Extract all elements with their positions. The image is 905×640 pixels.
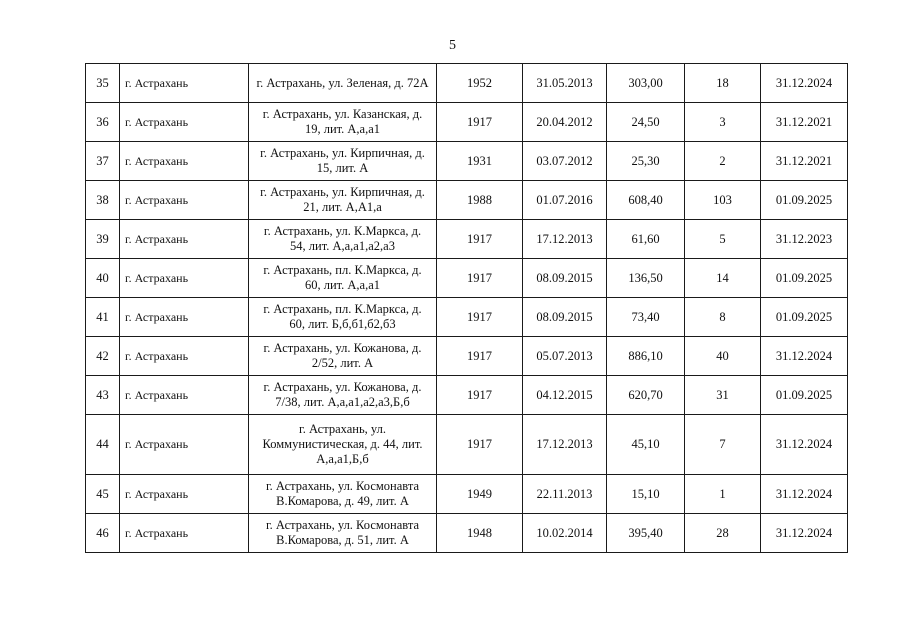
construction-year-cell: 1917 <box>437 259 523 298</box>
city-cell: г. Астрахань <box>120 298 249 337</box>
recognition-date-cell: 17.12.2013 <box>523 220 607 259</box>
city-cell: г. Астрахань <box>120 514 249 553</box>
recognition-date-cell: 17.12.2013 <box>523 415 607 475</box>
residents-count-cell: 28 <box>685 514 761 553</box>
residents-count-cell: 5 <box>685 220 761 259</box>
deadline-date-cell: 31.12.2021 <box>761 103 848 142</box>
city-cell: г. Астрахань <box>120 259 249 298</box>
row-number-cell: 44 <box>86 415 120 475</box>
table-body <box>86 64 848 553</box>
recognition-date-cell: 20.04.2012 <box>523 103 607 142</box>
area-cell: 620,70 <box>607 376 685 415</box>
table-row <box>86 337 848 376</box>
row-number-cell: 36 <box>86 103 120 142</box>
construction-year-cell: 1931 <box>437 142 523 181</box>
table-row <box>86 220 848 259</box>
address-cell: г. Астрахань, ул. Космонавта В.Комарова, д. 49, лит. А <box>249 475 437 514</box>
area-cell: 395,40 <box>607 514 685 553</box>
address-cell: г. Астрахань, пл. К.Маркса, д. 60, лит. А,а,а1 <box>249 259 437 298</box>
table-row <box>86 298 848 337</box>
area-cell: 45,10 <box>607 415 685 475</box>
table-row <box>86 103 848 142</box>
construction-year-cell: 1949 <box>437 475 523 514</box>
residents-count-cell: 14 <box>685 259 761 298</box>
deadline-date-cell: 01.09.2025 <box>761 376 848 415</box>
recognition-date-cell: 10.02.2014 <box>523 514 607 553</box>
area-cell: 886,10 <box>607 337 685 376</box>
residents-count-cell: 31 <box>685 376 761 415</box>
residents-count-cell: 103 <box>685 181 761 220</box>
residents-count-cell: 7 <box>685 415 761 475</box>
construction-year-cell: 1948 <box>437 514 523 553</box>
deadline-date-cell: 31.12.2024 <box>761 475 848 514</box>
recognition-date-cell: 05.07.2013 <box>523 337 607 376</box>
row-number-cell: 43 <box>86 376 120 415</box>
address-cell: г. Астрахань, ул. Коммунистическая, д. 44, лит. А,а,а1,Б,б <box>249 415 437 475</box>
area-cell: 25,30 <box>607 142 685 181</box>
row-number-cell: 42 <box>86 337 120 376</box>
deadline-date-cell: 31.12.2024 <box>761 337 848 376</box>
recognition-date-cell: 01.07.2016 <box>523 181 607 220</box>
table-row <box>86 259 848 298</box>
row-number-cell: 39 <box>86 220 120 259</box>
address-cell: г. Астрахань, пл. К.Маркса, д. 60, лит. Б,б,б1,б2,б3 <box>249 298 437 337</box>
address-cell: г. Астрахань, ул. Кожанова, д. 7/38, лит. А,а,а1,а2,а3,Б,б <box>249 376 437 415</box>
construction-year-cell: 1917 <box>437 337 523 376</box>
area-cell: 73,40 <box>607 298 685 337</box>
city-cell: г. Астрахань <box>120 181 249 220</box>
residents-count-cell: 2 <box>685 142 761 181</box>
area-cell: 15,10 <box>607 475 685 514</box>
deadline-date-cell: 31.12.2024 <box>761 415 848 475</box>
city-cell: г. Астрахань <box>120 475 249 514</box>
area-cell: 61,60 <box>607 220 685 259</box>
residents-count-cell: 1 <box>685 475 761 514</box>
deadline-date-cell: 31.12.2021 <box>761 142 848 181</box>
address-cell: г. Астрахань, ул. Кожанова, д. 2/52, лит. А <box>249 337 437 376</box>
construction-year-cell: 1917 <box>437 220 523 259</box>
row-number-cell: 40 <box>86 259 120 298</box>
recognition-date-cell: 22.11.2013 <box>523 475 607 514</box>
table-row <box>86 376 848 415</box>
address-cell: г. Астрахань, ул. Зеленая, д. 72А <box>249 64 437 103</box>
construction-year-cell: 1952 <box>437 64 523 103</box>
row-number-cell: 35 <box>86 64 120 103</box>
recognition-date-cell: 08.09.2015 <box>523 259 607 298</box>
deadline-date-cell: 31.12.2023 <box>761 220 848 259</box>
table-row <box>86 64 848 103</box>
area-cell: 608,40 <box>607 181 685 220</box>
city-cell: г. Астрахань <box>120 142 249 181</box>
residents-count-cell: 40 <box>685 337 761 376</box>
construction-year-cell: 1988 <box>437 181 523 220</box>
residents-count-cell: 3 <box>685 103 761 142</box>
city-cell: г. Астрахань <box>120 337 249 376</box>
address-cell: г. Астрахань, ул. Космонавта В.Комарова, д. 51, лит. А <box>249 514 437 553</box>
deadline-date-cell: 01.09.2025 <box>761 298 848 337</box>
recognition-date-cell: 31.05.2013 <box>523 64 607 103</box>
table-row <box>86 475 848 514</box>
deadline-date-cell: 31.12.2024 <box>761 64 848 103</box>
row-number-cell: 46 <box>86 514 120 553</box>
page-number: 5 <box>449 38 456 53</box>
table-row <box>86 415 848 475</box>
deadline-date-cell: 01.09.2025 <box>761 181 848 220</box>
city-cell: г. Астрахань <box>120 415 249 475</box>
housing-registry-table <box>85 63 848 553</box>
area-cell: 136,50 <box>607 259 685 298</box>
area-cell: 24,50 <box>607 103 685 142</box>
table-row <box>86 514 848 553</box>
construction-year-cell: 1917 <box>437 415 523 475</box>
city-cell: г. Астрахань <box>120 376 249 415</box>
area-cell: 303,00 <box>607 64 685 103</box>
recognition-date-cell: 08.09.2015 <box>523 298 607 337</box>
row-number-cell: 45 <box>86 475 120 514</box>
table-row <box>86 142 848 181</box>
recognition-date-cell: 03.07.2012 <box>523 142 607 181</box>
recognition-date-cell: 04.12.2015 <box>523 376 607 415</box>
address-cell: г. Астрахань, ул. Казанская, д. 19, лит. А,а,а1 <box>249 103 437 142</box>
construction-year-cell: 1917 <box>437 376 523 415</box>
deadline-date-cell: 01.09.2025 <box>761 259 848 298</box>
residents-count-cell: 8 <box>685 298 761 337</box>
city-cell: г. Астрахань <box>120 64 249 103</box>
address-cell: г. Астрахань, ул. К.Маркса, д. 54, лит. А,а,а1,а2,а3 <box>249 220 437 259</box>
table-row <box>86 181 848 220</box>
residents-count-cell: 18 <box>685 64 761 103</box>
city-cell: г. Астрахань <box>120 103 249 142</box>
city-cell: г. Астрахань <box>120 220 249 259</box>
address-cell: г. Астрахань, ул. Кирпичная, д. 21, лит. А,А1,а <box>249 181 437 220</box>
construction-year-cell: 1917 <box>437 298 523 337</box>
construction-year-cell: 1917 <box>437 103 523 142</box>
row-number-cell: 38 <box>86 181 120 220</box>
row-number-cell: 41 <box>86 298 120 337</box>
row-number-cell: 37 <box>86 142 120 181</box>
address-cell: г. Астрахань, ул. Кирпичная, д. 15, лит. А <box>249 142 437 181</box>
deadline-date-cell: 31.12.2024 <box>761 514 848 553</box>
